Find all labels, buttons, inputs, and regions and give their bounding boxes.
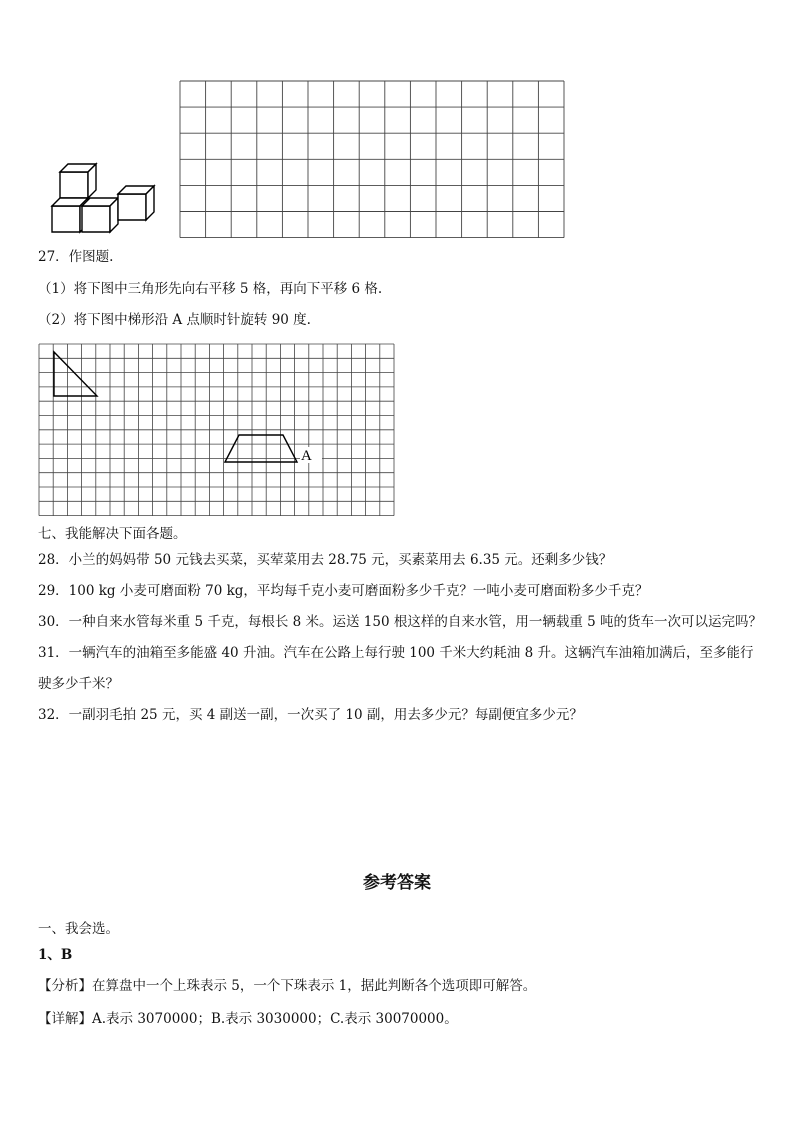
point-a-label: A xyxy=(301,448,312,464)
answer-detail: 【详解】A.表示 3070000；B.表示 3030000；C.表示 30070000。 xyxy=(38,1011,458,1027)
cube-bottom-middle xyxy=(82,198,118,232)
answer-grid-top xyxy=(180,81,564,238)
cube-figure xyxy=(44,160,164,240)
answers-title: 参考答案 xyxy=(363,873,431,893)
question-31: 31．一辆汽车的油箱至多能盛 40 升油。汽车在公路上每行驶 100 千米大约耗油 8 升。这辆汽车油箱加满后，至多能行 xyxy=(38,645,754,661)
q27-part2: （2）将下图中梯形沿 A 点顺时针旋转 90 度. xyxy=(38,312,311,328)
section7-heading: 七、我能解决下面各题。 xyxy=(38,526,187,542)
cube-top xyxy=(60,164,96,198)
answer-item1: 1、B xyxy=(38,947,73,963)
answers-section1: 一、我会选。 xyxy=(38,921,119,937)
question-32: 32．一副羽毛拍 25 元，买 4 副送一副，一次买了 10 副，用去多少元？每副便宜多少元？ xyxy=(38,707,583,723)
q27-heading: 27．作图题. xyxy=(38,249,114,265)
question-30: 30．一种自来水管每米重 5 千克，每根长 8 米。运送 150 根这样的自来水管，用一辆载重 5 吨的货车一次可以运完吗？ xyxy=(38,614,763,630)
answer-analysis: 【分析】在算盘中一个上珠表示 5，一个下珠表示 1，据此判断各个选项即可解答。 xyxy=(38,978,537,994)
question-29: 29．100 kg 小麦可磨面粉 70 kg，平均每千克小麦可磨面粉多少千克？一吨小麦可磨面粉多少千克？ xyxy=(38,583,649,599)
question-28: 28．小兰的妈妈带 50 元钱去买菜，买荤菜用去 28.75 元，买素菜用去 6.35 元。还剩多少钱？ xyxy=(38,552,613,568)
question-31-cont: 驶多少千米？ xyxy=(38,676,119,692)
trapezoid-shape-outline xyxy=(225,435,297,462)
trapezoid-shape xyxy=(225,435,297,462)
cube-back xyxy=(118,186,154,220)
drawing-grid xyxy=(39,344,395,516)
q27-part1: （1）将下图中三角形先向右平移 5 格，再向下平移 6 格. xyxy=(38,281,383,297)
